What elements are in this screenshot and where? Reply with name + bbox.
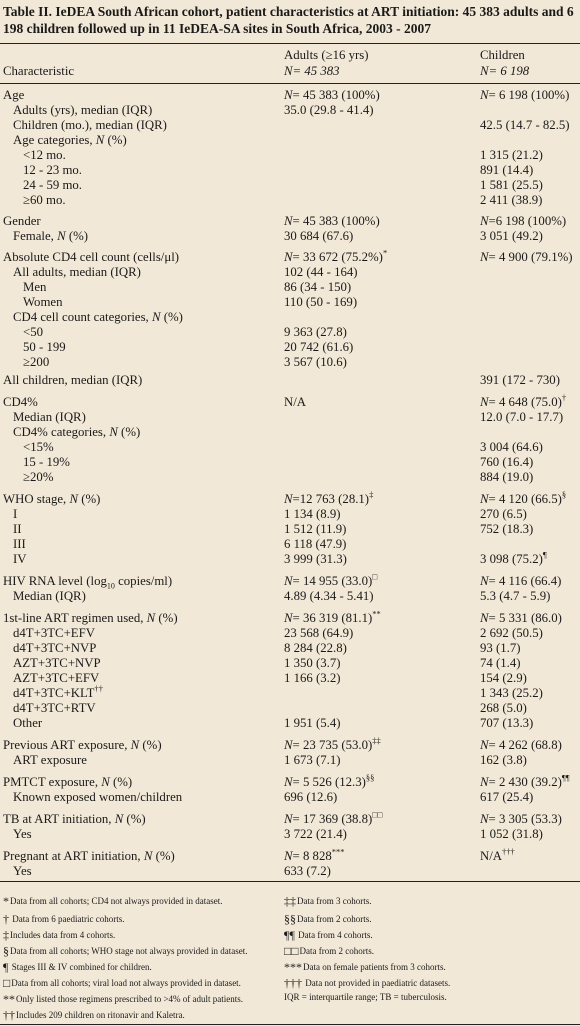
adults-value: 1 512 (11.9) — [284, 522, 347, 536]
children-value: 752 (18.3) — [480, 522, 534, 536]
adults-footnote-mark: ‡‡ — [372, 735, 381, 746]
footer-rule — [0, 1024, 580, 1025]
header-children-n: N= 6 198 — [480, 64, 530, 78]
footnote-text: Includes 209 children on ritonavir and Kaletra. — [16, 1010, 185, 1020]
adults-value: 3 999 (31.3) — [284, 552, 347, 566]
n-symbol: N — [284, 214, 293, 228]
footnote-text: Data not provided in paediatric datasets. — [303, 978, 451, 988]
children-value: 2 692 (50.5) — [480, 626, 543, 640]
children-value: 3 098 (75.2)¶ — [480, 549, 547, 566]
children-value: N=6 198 (100%) — [480, 214, 567, 228]
children-value: 12.0 (7.0 - 17.7) — [480, 410, 564, 424]
footnote — [3, 912, 124, 927]
children-value: 884 (19.0) — [480, 470, 534, 484]
adults-value: 102 (44 - 164) — [284, 265, 358, 279]
children-value: 270 (6.5) — [480, 507, 527, 521]
row-label: 1st-line ART regimen used, N (%) — [3, 611, 178, 625]
row-label: AZT+3TC+EFV — [13, 671, 100, 685]
adults-value: N= 5 526 (12.3)§§ — [284, 772, 375, 789]
adults-value: N= 17 369 (38.8)□□ — [284, 809, 383, 826]
children-value: N= 4 648 (75.0)† — [480, 392, 567, 409]
adults-value: 1 951 (5.4) — [284, 716, 341, 730]
children-value: 93 (1.7) — [480, 641, 521, 655]
children-value: 1 581 (25.5) — [480, 178, 543, 192]
children-value: 707 (13.3) — [480, 716, 534, 730]
footnote — [284, 944, 374, 959]
n-symbol: N — [130, 738, 140, 752]
row-label: Yes — [13, 827, 32, 841]
children-value: 2 411 (38.9) — [480, 193, 543, 207]
row-label: d4T+3TC+NVP — [13, 641, 97, 655]
n-symbol: N — [284, 849, 293, 863]
row-label: Known exposed women/children — [13, 790, 183, 804]
footnote-mark: ¶¶ — [284, 928, 295, 942]
row-label: Adults (yrs), median (IQR) — [13, 103, 153, 117]
n-symbol: N — [284, 574, 293, 588]
row-label: 24 - 59 mo. — [23, 178, 83, 192]
footnote-mark: ** — [3, 992, 15, 1006]
row-label: I — [13, 507, 18, 521]
children-value: 268 (5.0) — [480, 701, 527, 715]
header-characteristic: Characteristic — [3, 64, 75, 78]
adults-value: N= 23 735 (53.0)‡‡ — [284, 735, 381, 752]
row-label: III — [13, 537, 26, 551]
adults-value: 1 134 (8.9) — [284, 507, 341, 521]
n-symbol: N — [284, 775, 293, 789]
table-title: Table II. IeDEA South African cohort, patient characteristics at ART initiation: 45 383 adults and 6 198 children followed up in 11 IeDEA-SA sites in South Africa, 2003 - 2007 — [3, 4, 574, 36]
children-value: 162 (3.8) — [480, 753, 527, 767]
n-symbol: N — [57, 229, 66, 243]
footnote-text: Data from 2 cohorts. — [299, 946, 374, 956]
row-label: IV — [13, 552, 27, 566]
footnote-mark: ††† — [284, 976, 302, 990]
n-symbol: N — [114, 812, 124, 826]
children-value: N= 4 262 (68.8) — [480, 738, 562, 752]
header-adults-n: N= 45 383 — [284, 64, 340, 78]
table-header — [0, 48, 580, 82]
footnote — [284, 960, 446, 975]
children-value: 42.5 (14.7 - 82.5) — [480, 118, 570, 132]
children-value: N= 4 120 (66.5)§ — [480, 489, 567, 506]
footnote-text: Data on female patients from 3 cohorts. — [303, 962, 446, 972]
footnote — [284, 894, 371, 909]
row-label: Men — [23, 280, 47, 294]
n-symbol: N — [480, 250, 489, 264]
adults-value: N= 8 828*** — [284, 846, 345, 863]
footnote — [284, 912, 371, 927]
children-value: 1 315 (21.2) — [480, 148, 543, 162]
adults-value: 30 684 (67.6) — [284, 229, 354, 243]
children-footnote-mark: ††† — [502, 846, 515, 857]
row-label: AZT+3TC+NVP — [13, 656, 101, 670]
row-label: Yes — [13, 864, 32, 878]
row-label: II — [13, 522, 22, 536]
children-value: N= 2 430 (39.2)¶¶ — [480, 772, 570, 789]
row-label: CD4% — [3, 395, 38, 409]
row-label: PMTCT exposure, N (%) — [3, 775, 133, 789]
row-label: d4T+3TC+EFV — [13, 626, 95, 640]
footnote — [3, 960, 152, 975]
footnote — [284, 928, 373, 943]
footnote — [284, 976, 450, 991]
row-label: ≥200 — [23, 355, 50, 369]
footnote — [3, 976, 241, 991]
adults-footnote-mark: □ — [372, 571, 378, 582]
adults-footnote-mark: ‡ — [369, 489, 374, 500]
n-symbol: N — [151, 310, 161, 324]
children-value: 760 (16.4) — [480, 455, 534, 469]
adults-footnote-mark: * — [382, 247, 388, 258]
row-label: HIV RNA level ($\log_{10}$ copies/ml) — [3, 574, 173, 591]
children-value: N= 3 305 (53.3) — [480, 812, 562, 826]
footnote-text: Includes data from 4 cohorts. — [10, 930, 116, 940]
n-symbol: N — [284, 611, 293, 625]
row-label: Female, N (%) — [13, 229, 89, 243]
footnote-mark: * — [3, 894, 9, 908]
footnote-text: Data from 6 paediatric cohorts. — [10, 914, 125, 924]
children-value: 1 343 (25.2) — [480, 686, 543, 700]
row-label: <15% — [23, 440, 54, 454]
footnote-mark: § — [3, 944, 9, 958]
adults-value: N/A — [284, 395, 307, 409]
adults-value: 4.89 (4.34 - 5.41) — [284, 589, 374, 603]
row-label: CD4% categories, N (%) — [13, 425, 141, 439]
row-label: Pregnant at ART initiation, N (%) — [3, 849, 175, 863]
children-footnote-mark: § — [561, 489, 567, 500]
n-symbol: N — [480, 214, 489, 228]
n-symbol: N — [480, 812, 489, 826]
footnote-mark: ‡‡ — [284, 894, 296, 908]
children-value: N= 6 198 (100%) — [480, 88, 570, 102]
children-value: N= 4 116 (66.4) — [480, 574, 562, 588]
row-label: All children, median (IQR) — [3, 373, 143, 387]
footnote-mark: ‡ — [3, 928, 9, 942]
row-label: Women — [23, 295, 63, 309]
row-label: ≥20% — [23, 470, 54, 484]
children-value: 3 004 (64.6) — [480, 440, 543, 454]
n-symbol: N — [95, 133, 105, 147]
children-value: N= 5 331 (86.0) — [480, 611, 562, 625]
row-label: 50 - 199 — [23, 340, 66, 354]
row-label-subscript: 10 — [106, 581, 115, 591]
row-label: ART exposure — [13, 753, 87, 767]
adults-footnote-mark: □□ — [372, 809, 383, 820]
row-label: d4T+3TC+RTV — [13, 701, 96, 715]
adults-value: 9 363 (27.8) — [284, 325, 347, 339]
footnote-mark: *** — [284, 960, 302, 974]
n-symbol: N — [480, 574, 489, 588]
adults-value: 1 673 (7.1) — [284, 753, 341, 767]
n-symbol: N — [143, 849, 153, 863]
footnote-text: Data from all cohorts; CD4 not always provided in dataset. — [10, 896, 223, 906]
row-label: Other — [13, 716, 43, 730]
children-value: 391 (172 - 730) — [480, 373, 560, 387]
footnote-text: Data from 2 cohorts. — [297, 914, 372, 924]
n-symbol: N — [480, 395, 489, 409]
row-label: 12 - 23 mo. — [23, 163, 83, 177]
row-label: Age categories, N (%) — [13, 133, 127, 147]
footnote-mark: † — [3, 912, 9, 926]
adults-footnote-mark: *** — [331, 846, 345, 857]
n-symbol: N — [146, 611, 156, 625]
n-symbol: N — [480, 738, 489, 752]
adults-value: N=12 763 (28.1)‡ — [284, 489, 374, 506]
footnote — [3, 992, 243, 1007]
children-value: 617 (25.4) — [480, 790, 534, 804]
footnote — [284, 992, 447, 1002]
adults-value: 35.0 (29.8 - 41.4) — [284, 103, 374, 117]
children-value: N/A††† — [480, 846, 515, 863]
adults-value: N= 33 672 (75.2%)* — [284, 247, 388, 264]
adults-value: 633 (7.2) — [284, 864, 331, 878]
children-footnote-mark: † — [561, 392, 567, 403]
row-label: CD4 cell count categories, N (%) — [13, 310, 183, 324]
footnote-mark: †† — [3, 1008, 15, 1022]
row-label: ≥60 mo. — [23, 193, 66, 207]
adults-value: N= 45 383 (100%) — [284, 214, 380, 228]
row-label: Previous ART exposure, N (%) — [3, 738, 162, 752]
footnote — [3, 894, 222, 909]
footnote-text: Only listed those regimens prescribed to >4% of adult patients. — [16, 994, 244, 1004]
n-symbol: N — [284, 812, 293, 826]
adults-value: 1 350 (3.7) — [284, 656, 341, 670]
children-value: N= 4 900 (79.1%) — [480, 250, 573, 264]
adults-value: 1 166 (3.2) — [284, 671, 341, 685]
adults-value: 23 568 (64.9) — [284, 626, 354, 640]
row-label: Age — [3, 88, 25, 102]
row-label: Gender — [3, 214, 41, 228]
n-symbol: N — [284, 250, 293, 264]
adults-value: 6 118 (47.9) — [284, 537, 347, 551]
n-symbol: N — [480, 775, 489, 789]
adults-value: 86 (34 - 150) — [284, 280, 352, 294]
children-value: 5.3 (4.7 - 5.9) — [480, 589, 551, 603]
footnote-text: Data from all cohorts; viral load not always provided in dataset. — [11, 978, 241, 988]
adults-value: 696 (12.6) — [284, 790, 338, 804]
row-label: Median (IQR) — [13, 589, 86, 603]
header-children: Children — [480, 48, 525, 62]
children-value: 154 (2.9) — [480, 671, 527, 685]
adults-value: 20 742 (61.6) — [284, 340, 354, 354]
adults-value: 8 284 (22.8) — [284, 641, 347, 655]
row-label: All adults, median (IQR) — [13, 265, 141, 279]
header-adults: Adults (≥16 yrs) — [284, 48, 369, 62]
children-value: 1 052 (31.8) — [480, 827, 543, 841]
top-rule — [0, 43, 580, 44]
footnote-mark: □ — [3, 976, 11, 990]
adults-value: 110 (50 - 169) — [284, 295, 358, 309]
row-label: WHO stage, N (%) — [3, 492, 101, 506]
adults-footnote-mark: ** — [372, 608, 381, 619]
footnote-mark: □□ — [284, 944, 299, 958]
row-label: Absolute CD4 cell count (cells/μl) — [3, 250, 180, 264]
n-symbol: N — [480, 492, 489, 506]
children-value: 3 051 (49.2) — [480, 229, 543, 243]
children-footnote-mark: ¶ — [542, 549, 547, 560]
row-label: Children (mo.), median (IQR) — [13, 118, 167, 132]
children-footnote-mark: ¶¶ — [561, 772, 570, 783]
footnote-mark: §§ — [284, 912, 296, 926]
header-rule — [0, 83, 580, 84]
footnote-text: Data from 3 cohorts. — [297, 896, 372, 906]
n-symbol: N — [480, 611, 489, 625]
adults-value: N= 36 319 (81.1)** — [284, 608, 381, 625]
adults-value: 3 567 (10.6) — [284, 355, 347, 369]
n-symbol: N — [284, 88, 293, 102]
adults-value: N= 14 955 (33.0)□ — [284, 571, 378, 588]
row-label: d4T+3TC+KLT†† — [13, 683, 103, 700]
adults-footnote-mark: §§ — [365, 772, 375, 783]
adults-value: 3 722 (21.4) — [284, 827, 347, 841]
footnote — [3, 928, 115, 943]
n-symbol: N — [480, 88, 489, 102]
footnote-mark: ¶ — [3, 960, 9, 974]
footnote-text: Data from all cohorts; WHO stage not always provided in dataset. — [10, 946, 248, 956]
row-label: <50 — [23, 325, 44, 339]
n-symbol: N — [101, 775, 110, 789]
bottom-rule — [0, 881, 580, 882]
children-value: 891 (14.4) — [480, 163, 534, 177]
footnote — [3, 944, 248, 959]
n-symbol: N — [284, 738, 293, 752]
adults-value: N= 45 383 (100%) — [284, 88, 380, 102]
row-label: TB at ART initiation, N (%) — [3, 812, 146, 826]
row-label: Median (IQR) — [13, 410, 86, 424]
n-symbol: N — [109, 425, 118, 439]
children-value: 74 (1.4) — [480, 656, 521, 670]
row-label: 15 - 19% — [23, 455, 70, 469]
footnote-text: Stages III & IV combined for children. — [9, 962, 152, 972]
footnote-text: Data from 4 cohorts. — [295, 930, 373, 940]
footnote-text: = interquartile range; TB = tuberculosis. — [299, 992, 447, 1002]
row-label-footnote-mark: †† — [94, 683, 103, 694]
n-symbol: N — [284, 492, 293, 506]
n-symbol: N — [69, 492, 78, 506]
row-label: <12 mo. — [23, 148, 66, 162]
footnote — [3, 1008, 185, 1023]
footnote-mark: IQR — [284, 992, 300, 1002]
